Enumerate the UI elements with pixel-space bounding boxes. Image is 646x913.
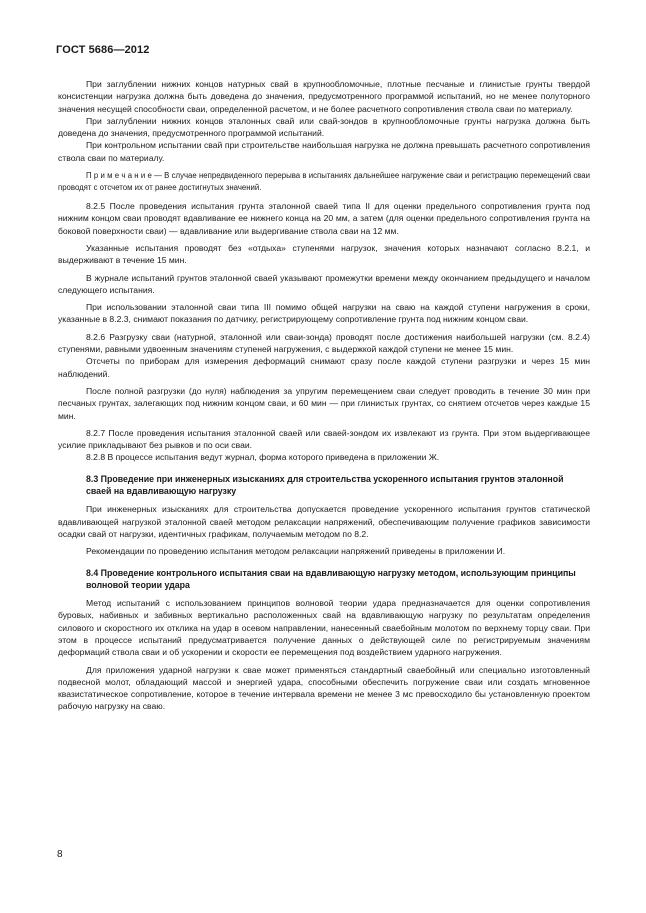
document-header: ГОСТ 5686—2012 [56, 44, 150, 56]
paragraph: При контрольном испытании свай при строительстве наибольшая нагрузка не должна превышать расчетного сопротивления ствола сваи по материалу. [58, 140, 590, 163]
paragraph: 8.2.8 В процессе испытания ведут журнал, форма которого приведена в приложении Ж. [86, 452, 440, 463]
paragraph: При заглублении нижних концов натурных свай в крупнообломочные, плотные песчаные и глинистые грунты твердой консистенции нагрузка должна быть доведена до значения, предусмотренного программой испытаний, но не менее полуторного значения несущей способности сваи, определенной расчетом, и не более расчетного сопротивления ствола сваи по материалу. [58, 79, 590, 114]
paragraph: При заглублении нижних концов эталонных свай или свай-зондов в крупнообломочные грунты нагрузка должна быть доведена до значения, предусмотренного программой испытаний. [58, 115, 590, 139]
paragraph: 8.2.6 Разгрузку сваи (натурной, эталонной или сваи-зонда) проводят после достижения наибольшей нагрузки (см. 8.2.4) ступенями, равными удвоенным значениям ступеней нагружения, с выдержкой каждой ступени не менее 15 мин. [58, 331, 590, 355]
paragraph: Метод испытаний с использованием принципов волновой теории удара предназначается для оценки сопротивления буровых, набивных и забивных вертикально расположенных свай на вдавливающую нагрузку по результатам определения силового и скоростного их отклика на удар в осевом направлении, нанесенный сваебойным молотом по верхнему торцу сваи. При этом в процессе испытаний предусматривается получение данных о действующей силе по регистрируемым значениям деформаций ствола сваи и об ускорении и скорости ее перемещения под воздействием ударного нагружения. [58, 598, 590, 658]
section-heading: 8.4 Проведение контрольного испытания сваи на вдавливающую нагрузку методом, использующим принципы волновой теории удара [86, 567, 576, 590]
paragraph: При инженерных изысканиях для строительства допускается проведение ускоренного испытания грунтов статической вдавливающей нагрузкой эталонной сваей методом релаксации напряжений, обеспечивающим получение графиков зависимости осадки свай от нагрузки, идентичных графикам, получаемым методом по 8.2. [58, 504, 590, 539]
note-paragraph: П р и м е ч а н и е — В случае непредвиденного перерыва в испытаниях дальнейшее нагружение сваи и регистрацию перемещений сваи проводят с отсчетом их от ранее достигнутых значений. [58, 171, 590, 192]
section-heading: 8.3 Проведение при инженерных изысканиях для строительства ускоренного испытания грунтов эталонной сваей на вдавливающую нагрузку [86, 473, 564, 497]
paragraph: Указанные испытания проводят без «отдыха» ступенями нагрузок, значения которых назначают согласно 8.2.1, и выдерживают в течение 15 мин. [58, 242, 590, 266]
paragraph: В журнале испытаний грунтов эталонной сваей указывают промежутки времени между окончанием предыдущего и началом следующего испытания. [58, 272, 590, 295]
paragraph: При использовании эталонной сваи типа III помимо общей нагрузки на сваю на каждой ступени нагружения в сроки, указанные в 8.2.3, снимают показания по датчику, регистрирующему сопротивление грунта под нижним концом сваи. [58, 302, 590, 325]
document-body [58, 78, 590, 718]
paragraph: После полной разгрузки (до нуля) наблюдения за упругим перемещением сваи следует проводить в течение 30 мин при песчаных грунтах, залегающих под нижним концом сваи, и 60 мин — при глинистых грунтах, со снятием отсчетов через каждые 15 мин. [58, 385, 590, 421]
paragraph: Отсчеты по приборам для измерения деформаций снимают сразу после каждой ступени разгрузки и через 15 мин наблюдений. [58, 356, 590, 379]
paragraph: Рекомендации по проведению испытания методом релаксации напряжений приведены в приложении И. [86, 546, 506, 557]
paragraph: Для приложения ударной нагрузки к свае может применяться стандартный сваебойный или специально изготовленный подвесной молот, обладающий массой и энергией удара, способными обеспечить погружение сваи или создать мгновенное квазистатическое сопротивление, которое в течение интервала времени не менее 3 мс превосходило бы установленную проектом рабочую нагрузку на сваю. [58, 664, 590, 712]
paragraph: 8.2.5 После проведения испытания грунта эталонной сваей типа II для оценки предельного сопротивления грунта под нижним концом сваи проводят вдавливание ее нижнего конца на 20 мм, а затем (для оценки предельного сопротивления грунта на боковой поверхности сваи) — вдавливание или выдергивание ствола сваи на 12 мм. [58, 201, 590, 236]
page-number: 8 [57, 849, 63, 860]
paragraph: 8.2.7 После проведения испытания эталонной сваей или сваей-зондом их извлекают из грунта. При этом выдергивающее усилие прикладывают без рывков и по оси сваи. [58, 427, 590, 451]
